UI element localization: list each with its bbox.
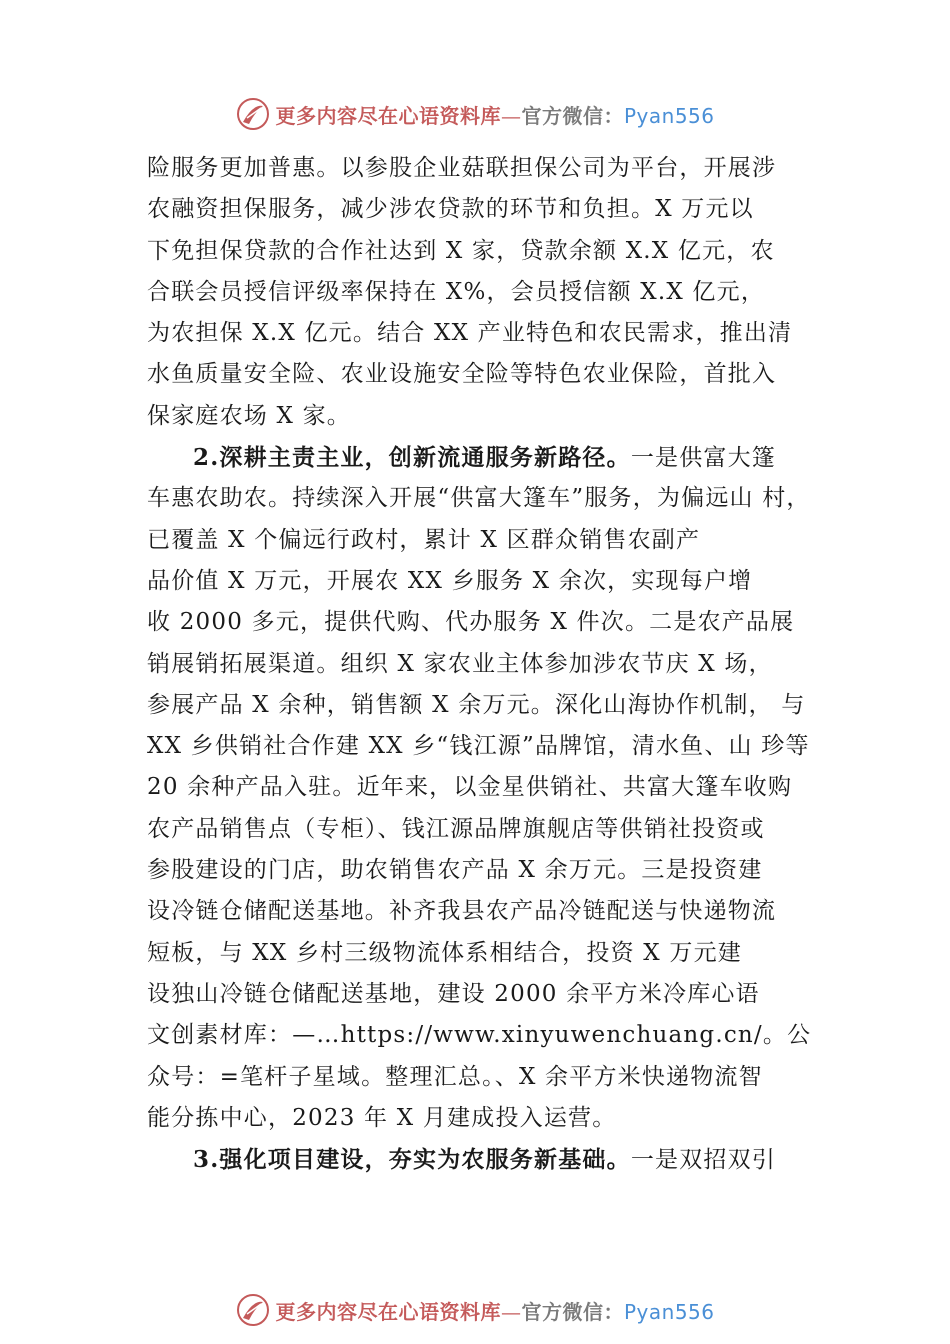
banner-title: 更多内容尽在心语资料库 (275, 1299, 501, 1324)
header-banner (0, 94, 950, 134)
text-line: 众号：=笔杆子星域。整理汇总。、X 余平方米快递物流智 (147, 1063, 763, 1090)
text-line: 20 余种产品入驻。近年来，以金星供销社、共富大篷车收购 (147, 774, 793, 801)
section-text: 一是双招双引 (630, 1147, 777, 1174)
text-line: 农产品销售点（专柜）、钱江源品牌旗舰店等供销社投资或 (147, 815, 765, 842)
text-line: 农融资担保服务，减少涉农贷款的环节和负担。X 万元以 (147, 196, 754, 223)
text-line: XX 乡供销社合作建 XX 乡“钱江源”品牌馆，清水鱼、山 珍等 (147, 733, 810, 760)
section-heading-line (147, 1139, 817, 1180)
section-heading-line (147, 437, 817, 478)
text-line: 车惠农助农。持续深入开展“供富大篷车”服务，为偏远山 村， (147, 485, 811, 512)
footer-banner (0, 1290, 950, 1330)
banner-official: 官方微信： (521, 1299, 624, 1324)
text-line: 下免担保贷款的合作社达到 X 家，贷款余额 X.X 亿元，农 (147, 237, 775, 264)
document-body (147, 148, 817, 1180)
section-heading: 2.深耕主责主业，创新流通服务新路径。 (193, 444, 631, 472)
text-line: 短板，与 XX 乡村三级物流体系相结合，投资 X 万元建 (147, 939, 742, 966)
banner-wechat: Pyan556 (623, 1299, 715, 1324)
text-line: 设冷链仓储配送基地。补齐我县农产品冷链配送与快递物流 (147, 898, 777, 925)
logo-icon (235, 1292, 271, 1328)
text-line: 参股建设的门店，助农销售农产品 X 余万元。三是投资建 (147, 857, 763, 884)
text-line: 已覆盖 X 个偏远行政村，累计 X 区群众销售农副产 (147, 526, 701, 553)
logo-icon (235, 96, 271, 132)
text-line: 险服务更加普惠。以参股企业菇联担保公司为平台，开展涉 (147, 155, 777, 181)
banner-wechat: Pyan556 (623, 103, 715, 128)
text-line: 为农担保 X.X 亿元。结合 XX 产业特色和农民需求，推出清 (147, 320, 793, 347)
text-line: 保家庭农场 X 家。 (147, 402, 351, 429)
text-line: 销展销拓展渠道。组织 X 家农业主体参加涉农节庆 X 场， (147, 650, 773, 677)
text-line: 文创素材库：—…https://www.xinyuwenchuang.cn/。公 (147, 1022, 812, 1049)
banner-title: 更多内容尽在心语资料库 (275, 103, 501, 128)
section-heading: 3.强化项目建设，夯实为农服务新基础。 (193, 1146, 631, 1174)
banner-dash: — (500, 103, 522, 128)
text-line: 参展产品 X 余种，销售额 X 余万元。深化山海协作机制， 与 (147, 691, 806, 718)
text-line: 能分拣中心，2023 年 X 月建成投入运营。 (147, 1104, 617, 1131)
section-text: 一是供富大篷 (630, 445, 777, 472)
text-line: 收 2000 多元，提供代购、代办服务 X 件次。二是农产品展 (147, 609, 795, 636)
text-line: 水鱼质量安全险、农业设施安全险等特色农业保险，首批入 (147, 361, 777, 388)
text-line: 品价值 X 万元，开展农 XX 乡服务 X 余次，实现每户增 (147, 567, 753, 594)
text-line: 设独山冷链仓储配送基地，建设 2000 余平方米冷库心语 (147, 980, 760, 1007)
text-line: 合联会员授信评级率保持在 X%，会员授信额 X.X 亿元， (147, 278, 766, 305)
banner-official: 官方微信： (521, 103, 624, 128)
banner-dash: — (500, 1299, 522, 1324)
